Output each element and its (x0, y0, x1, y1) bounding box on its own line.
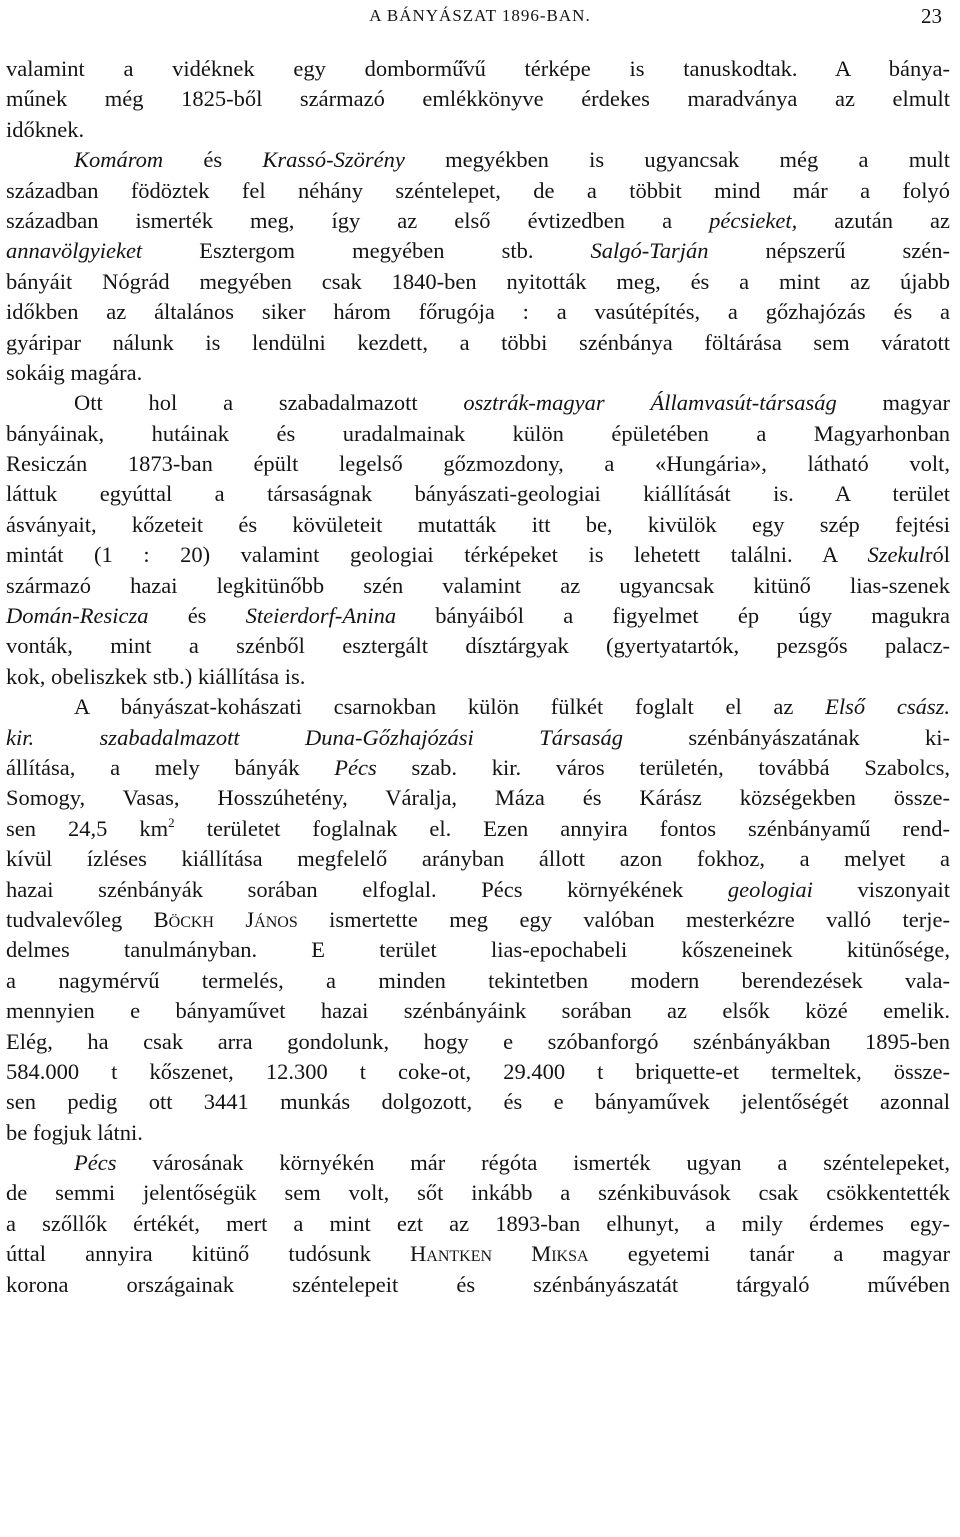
text-segment: században ismerték meg, így az első évtizedben a (6, 207, 710, 233)
text-segment: Esztergom megyében stb. (142, 238, 591, 264)
running-header (0, 4, 960, 34)
text-segment: és (148, 603, 246, 629)
text-line (6, 297, 950, 327)
italic-text: Steierdorf-Anina (245, 603, 397, 629)
text-line (6, 388, 950, 418)
text-segment: származó hazai legkitünőbb szén valamint az ugyancsak kitünő lias-szenek (6, 572, 950, 598)
text-line (6, 1087, 950, 1117)
text-segment: mennyien e bányaművet hazai szénbányáink sorában az elsők közé emelik. (6, 998, 950, 1024)
text-segment: megyékben is ugyancsak még a mult (404, 147, 950, 173)
running-title: A BÁNYÁSZAT 1896-BAN. (369, 6, 591, 25)
text-segment: bányáinak, hutáinak és uradalmainak külön épületében a Magyarhonban (6, 420, 950, 446)
text-line (6, 328, 950, 358)
text-line (6, 1178, 950, 1208)
text-segment: ismertette meg egy valóban mesterkézre valló terje- (297, 906, 950, 932)
italic-text: Pécs (334, 754, 377, 780)
body-text (6, 54, 950, 1300)
text-line (6, 844, 950, 874)
text-segment: Somogy, Vasas, Hosszúhetény, Váralja, Máza és Kárász községekben össze- (6, 785, 950, 811)
text-segment: delmes tanulmányban. E terület lias-epochabeli kőszeneinek kitünősége, (6, 937, 950, 963)
small-caps-name: Hantken Miksa (410, 1241, 589, 1267)
italic-text: pécsieket, (709, 207, 798, 233)
text-line (6, 935, 950, 965)
text-segment: egyetemi tanár a magyar (588, 1241, 951, 1267)
text-line (6, 449, 950, 479)
text-line (6, 358, 950, 388)
text-segment: be fogjuk látni. (6, 1119, 143, 1145)
text-segment: bányáiból a figyelmet ép úgy magukra (396, 603, 951, 629)
text-segment: sokáig magára. (6, 359, 143, 385)
text-line (6, 479, 950, 509)
text-segment: azután az (797, 207, 950, 233)
text-line (6, 206, 950, 236)
text-segment: sen 24,5 km (6, 815, 169, 841)
text-line (6, 1209, 950, 1239)
text-segment: szénbányászatának ki- (622, 724, 950, 750)
italic-text: Krassó-Szörény (262, 147, 405, 173)
text-segment: tudvalevőleg (6, 906, 154, 932)
text-segment: kok, obeliszkek stb.) kiállítása is. (6, 663, 306, 689)
text-segment: sen pedig ott 3441 munkás dolgozott, és e bányaművek jelentőségét azonnal (6, 1089, 950, 1115)
text-line (6, 723, 950, 753)
page-number: 23 (921, 4, 942, 28)
text-segment: időkben az általános siker három főrugója : a vasútépítés, a gőzhajózás és a (6, 299, 950, 325)
text-segment: Ott hol a szabadalmazott (74, 390, 464, 416)
text-segment: Resiczán 1873-ban épült legelső gőzmozdony, a «Hungária», látható volt, (6, 451, 950, 477)
text-line (6, 631, 950, 661)
italic-text: kir. szabadalmazott Duna-Gőzhajózási Társaság (6, 724, 623, 750)
text-line (6, 54, 950, 84)
text-segment: Elég, ha csak arra gondolunk, hogy e szóbanforgó szénbányákban 1895-ben (6, 1028, 950, 1054)
text-segment: népszerű szén- (708, 238, 951, 264)
text-line (6, 84, 950, 114)
text-line (6, 905, 950, 935)
italic-text: geologiai (727, 876, 813, 902)
text-line (6, 753, 950, 783)
text-line (6, 145, 950, 175)
italic-text: Salgó-Tarján (590, 238, 709, 264)
text-segment: hazai szénbányák sorában elfoglal. Pécs környékének (6, 876, 728, 902)
text-segment: bányáit Nógrád megyében csak 1840-ben nyitották meg, és a mint az újabb (6, 268, 950, 294)
text-segment: 584.000 t kőszenet, 12.300 t coke-ot, 29.400 t briquette-et termeltek, össze- (6, 1058, 950, 1084)
text-line (6, 601, 950, 631)
text-line (6, 115, 950, 145)
italic-text: Első csász. (825, 694, 950, 720)
text-segment: században födöztek fel néhány széntelepet, de a többit mind már a folyó (6, 177, 950, 203)
text-line (6, 1118, 950, 1148)
text-line (6, 267, 950, 297)
text-line (6, 996, 950, 1026)
italic-text: Komárom (74, 147, 164, 173)
text-segment: valamint a vidéknek egy dombormű̋vű térképe is tanuskodtak. A bánya- (6, 56, 950, 81)
text-segment: gyáripar nálunk is lendülni kezdett, a többi szénbánya föltárása sem váratott (6, 329, 950, 355)
text-segment: és (163, 147, 263, 173)
text-segment: a nagymérvű termelés, a minden tekintetben modern berendezések vala- (6, 967, 950, 993)
text-segment: ásványait, kőzeteit és kövületeit mutatták itt be, kivülök egy szép fejtési (6, 511, 950, 537)
text-segment: úttal annyira kitünő tudósunk (6, 1241, 411, 1267)
text-segment: korona országainak széntelepeit és szénbányászatát tárgyaló művében (6, 1271, 950, 1297)
text-segment: a szőllők értékét, mert a mint ezt az 1893-ban elhunyt, a mily érdemes egy- (6, 1210, 950, 1236)
superscript: 2 (168, 814, 175, 830)
text-line (6, 966, 950, 996)
text-segment: kívül ízléses kiállítása megfelelő arányban állott azon fokhoz, a melyet a (6, 846, 950, 872)
text-segment: műnek még 1825-ből származó emlékkönyve érdekes maradványa az elmult (6, 86, 950, 112)
text-line (6, 783, 950, 813)
small-caps-name: Böckh János (153, 906, 298, 932)
text-segment: városának környékén már régóta ismerték ugyan a széntelepeket, (116, 1150, 950, 1176)
text-segment: viszonyait (812, 876, 950, 902)
text-line (6, 1270, 950, 1300)
text-line (6, 176, 950, 206)
text-line (6, 236, 950, 266)
text-segment: időknek. (6, 116, 85, 142)
text-line (6, 419, 950, 449)
text-segment: de semmi jelentőségük sem volt, sőt inkább a szénkibuvások csak csökkentették (6, 1180, 950, 1206)
text-segment: területet foglalnak el. Ezen annyira fontos szénbányamű rend- (174, 815, 950, 841)
italic-text: Domán-Resicza (6, 603, 149, 629)
text-segment: mintát (1 : 20) valamint geologiai térképeket is lehetett találni. A (6, 542, 868, 568)
italic-text: osztrák-magyar Államvasút-társaság (463, 390, 837, 416)
text-line (6, 662, 950, 692)
text-line (6, 1057, 950, 1087)
italic-text: Szekul (867, 542, 925, 568)
text-line (6, 571, 950, 601)
text-line (6, 1239, 950, 1269)
text-segment: szab. kir. város területén, továbbá Szabolcs, (376, 754, 950, 780)
text-segment: vonták, mint a szénből esztergált dísztárgyak (gyertyatartók, pezsgős palacz- (6, 633, 950, 659)
text-line (6, 1148, 950, 1178)
text-line (6, 1027, 950, 1057)
text-segment: ról (925, 542, 950, 568)
text-line (6, 540, 950, 570)
text-segment: állítása, a mely bányák (6, 754, 335, 780)
text-line (6, 875, 950, 905)
text-line (6, 692, 950, 722)
italic-text: annavölgyieket (6, 238, 143, 264)
text-line (6, 510, 950, 540)
text-segment: láttuk egyúttal a társaságnak bányászati-geologiai kiállítását is. A terület (6, 481, 950, 507)
text-segment: A bányászat-kohászati csarnokban külön fülkét foglalt el az (74, 694, 826, 720)
text-line (6, 814, 950, 844)
italic-text: Pécs (74, 1150, 117, 1176)
text-segment: magyar (836, 390, 951, 416)
